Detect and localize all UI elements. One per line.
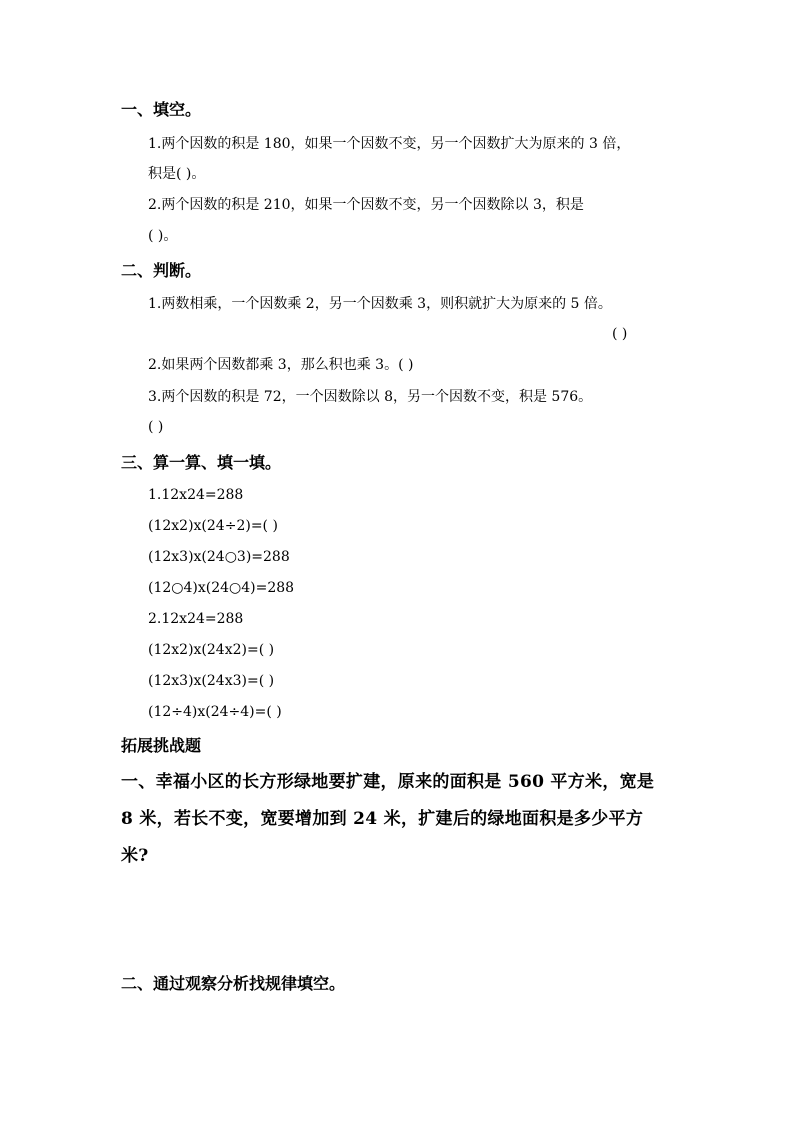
fill-question-1-line-1: 1.两个因数的积是 180，如果一个因数不变，另一个因数扩大为原来的 3 倍， — [148, 136, 631, 152]
fill-question-2-line-1: 2.两个因数的积是 210，如果一个因数不变，另一个因数除以 3，积是 — [148, 197, 584, 213]
challenge-problem-1-line-1: 一、幸福小区的长方形绿地要扩建，原来的面积是 560 平方米，宽是 — [121, 772, 655, 792]
calc-line: (12÷4)x(24÷4)=( ) — [148, 704, 282, 720]
calc-line: (12x3)x(24○3)=288 — [148, 549, 290, 565]
judge-question-2: 2.如果两个因数都乘 3，那么积也乘 3。( ) — [148, 357, 414, 373]
challenge-problem-2: 二、通过观察分析找规律填空。 — [121, 974, 346, 993]
judge-question-3-line-1: 3.两个因数的积是 72，一个因数除以 8，另一个因数不变，积是 576。 — [148, 389, 593, 405]
judge-question-3-answer-blank: ( ) — [148, 419, 164, 435]
calc-line: (12○4)x(24○4)=288 — [148, 580, 295, 596]
calc-line: (12x3)x(24x3)=( ) — [148, 673, 275, 689]
fill-question-2-line-2: ( )。 — [148, 228, 178, 244]
calc-line: (12x2)x(24÷2)=( ) — [148, 518, 278, 534]
section-heading-judge: 二、判断。 — [121, 261, 202, 280]
section-heading-challenge: 拓展挑战题 — [121, 736, 202, 755]
section-heading-calc: 三、算一算、填一填。 — [121, 453, 282, 472]
calc-line: 2.12x24=288 — [148, 611, 244, 627]
judge-question-1-answer-blank: ( ) — [612, 326, 628, 342]
calc-line: (12x2)x(24x2)=( ) — [148, 642, 275, 658]
challenge-problem-1-line-3: 米? — [121, 846, 149, 866]
challenge-problem-1-line-2: 8 米，若长不变，宽要增加到 24 米，扩建后的绿地面积是多少平方 — [121, 809, 644, 829]
fill-question-1-line-2: 积是( )。 — [148, 166, 206, 182]
calc-line: 1.12x24=288 — [148, 487, 244, 503]
section-heading-fill: 一、填空。 — [121, 100, 202, 119]
judge-question-1-line-1: 1.两数相乘，一个因数乘 2，另一个因数乘 3，则积就扩大为原来的 5 倍。 — [148, 296, 612, 312]
